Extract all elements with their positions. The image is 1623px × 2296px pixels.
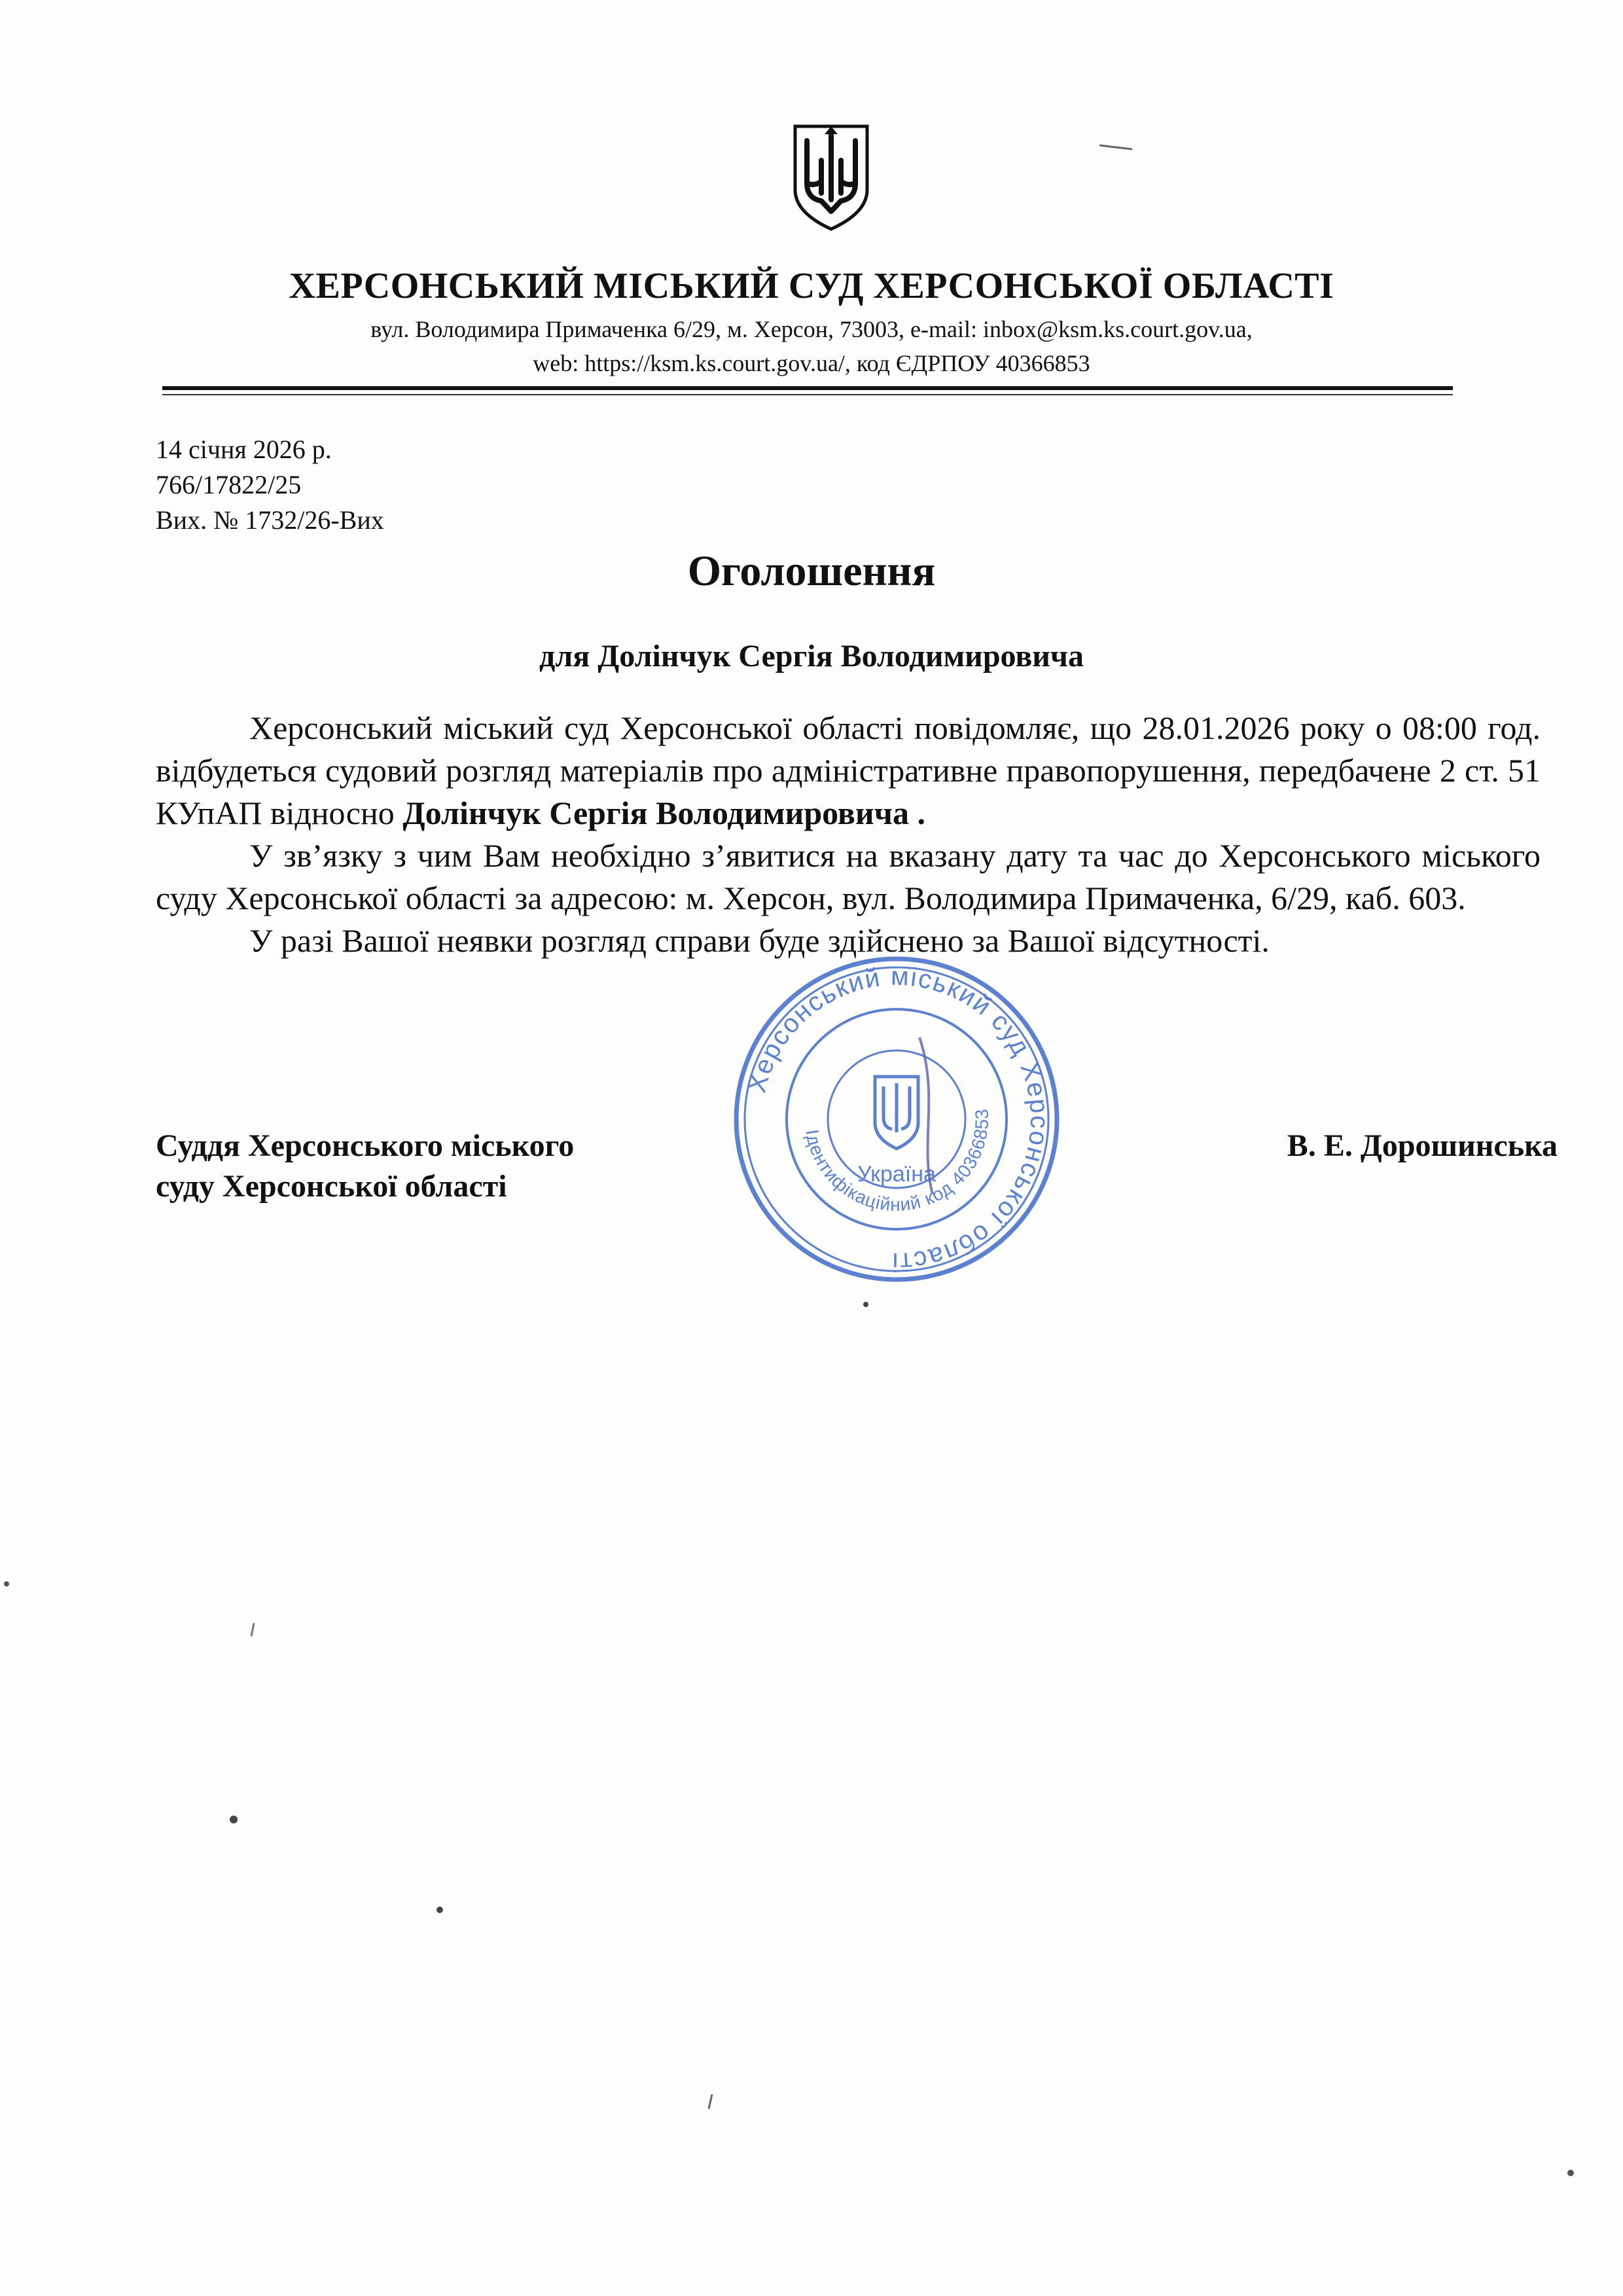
document-title: Оголошення: [687, 547, 936, 595]
notice-paragraph-2: У зв’язку з чим Вам необхідно з’явитися на вказану дату та час до Херсонського міського суду Херсонської області за адресою: м. Херсон, вул. Володимира Примаченка, 6/29, каб. 603.: [156, 837, 1541, 916]
judge-position: Суддя Херсонського міського суду Херсонської області: [156, 1128, 575, 1204]
document-date: 14 січня 2026 р.: [156, 435, 332, 464]
trident-emblem-icon: [789, 121, 874, 232]
svg-text:Херсонський міський суд Херсон: Херсонський міський суд Херсонської області: [742, 961, 1054, 1277]
svg-text:Україна: Україна: [857, 1162, 936, 1187]
court-seal-icon: [723, 946, 1070, 1293]
svg-text:Ідентифікаційний код 40366853: Ідентифікаційний код 40366853: [802, 1107, 993, 1215]
header-divider: [162, 386, 1453, 390]
court-web-and-code: web: https://ksm.ks.court.gov.ua/, код ЄДРПОУ 40366853: [533, 350, 1090, 376]
defendant-name: Долінчук Сергія Володимировича: [402, 795, 909, 831]
notice-paragraph-1: Херсонський міський суд Херсонської області повідомляє, що 28.01.2026 року о 08:00 год. відбудеться судовий розгляд матеріалів про адміністративне правопорушення, передбачене 2 ст. 51 КУпАП відносно Долінчук Сергія Володимировича .: [156, 709, 1541, 831]
addressee: для Долінчук Сергія Володимировича: [539, 639, 1084, 673]
notice-paragraph-3: У разі Вашої неявки розгляд справи буде здійснено за Вашої відсутності.: [249, 922, 1270, 959]
court-address: вул. Володимира Примаченка 6/29, м. Херсон, 73003, e-mail: inbox@ksm.ks.court.gov.ua,: [370, 316, 1253, 342]
case-number: 766/17822/25: [156, 470, 302, 499]
court-name: ХЕРСОНСЬКИЙ МІСЬКИЙ СУД ХЕРСОНСЬКОЇ ОБЛАСТІ: [289, 266, 1334, 306]
notice-body: [156, 707, 1541, 962]
header-divider-thin: [162, 394, 1453, 395]
outgoing-number: Вих. № 1732/26-Вих: [156, 505, 384, 535]
judge-name: В. Е. Дорошинська: [1287, 1128, 1558, 1163]
